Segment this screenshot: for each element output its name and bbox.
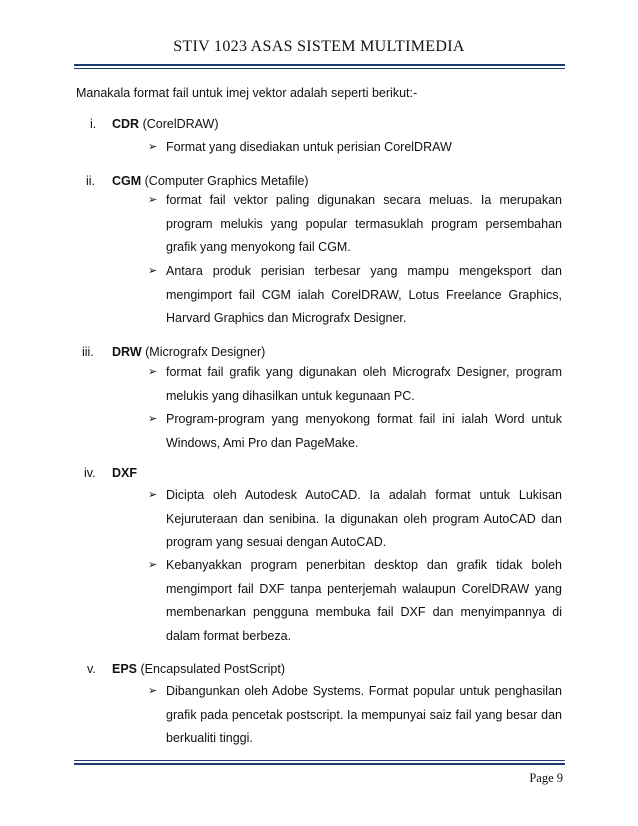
page-number: Page 9 [529,771,563,785]
section-desc: (Micrografx Designer) [141,345,266,359]
list-item: ➢ format fail vektor paling digunakan secara meluas. Ia merupakan program melukis yang popular termasuklah program persembahan grafik yang menyokong fail CGM. [148,189,562,260]
arrow-bullet-icon: ➢ [148,194,158,206]
page-header: STIV 1023 ASAS SISTEM MULTIMEDIA [173,38,465,55]
list-item: ➢ Kebanyakkan program penerbitan desktop dan grafik tidak boleh mengimport fail DXF tanpa penterjemah walaupun CorelDRAW yang membenarkan pengguna membuka fail DXF dan menyimpannya di dalam format berbeza. [148,554,562,648]
section-desc: (Encapsulated PostScript) [137,662,286,676]
arrow-bullet-icon: ➢ [148,685,158,697]
section-desc: (Computer Graphics Metafile) [141,174,309,188]
list-item: ➢ Antara produk perisian terbesar yang mampu mengeksport dan mengimport fail CGM ialah CorelDRAW, Lotus Freelance Graphics, Harvard Graphics dan Micrografx Designer. [148,260,562,331]
section-number: ii. [86,174,96,188]
header-rule-thin [74,68,565,69]
list-item: ➢ format fail grafik yang digunakan oleh Micrografx Designer, program melukis yang dihasilkan untuk kegunaan PC. [148,361,562,408]
section-number: i. [90,117,97,131]
arrow-bullet-icon: ➢ [148,559,158,571]
section-code: DXF [112,466,137,480]
list-item: ➢ Program-program yang menyokong format fail ini ialah Word untuk Windows, Ami Pro dan PageMake. [148,408,562,455]
section-code: CDR [112,117,140,131]
list-item: ➢ Dicipta oleh Autodesk AutoCAD. Ia adalah format untuk Lukisan Kejuruteraan dan senibina. Ia digunakan oleh program AutoCAD dan program yang sesuai dengan AutoCAD. [148,484,562,555]
list-item: ➢ Dibangunkan oleh Adobe Systems. Format popular untuk penghasilan grafik pada pencetak postscript. Ia mempunyai saiz fail yang besar dan berkualiti tinggi. [148,680,562,751]
list-item: ➢ Format yang disediakan untuk perisian CorelDRAW [148,136,562,160]
footer-rule-thick [74,763,565,765]
section-number: iii. [82,345,94,359]
arrow-bullet-icon: ➢ [148,141,158,153]
section-desc: (CorelDRAW) [139,117,219,131]
section-number: v. [87,662,96,676]
header-rule-thick [74,64,565,66]
section-number: iv. [84,466,96,480]
arrow-bullet-icon: ➢ [148,489,158,501]
footer-rule-thin [74,760,565,761]
arrow-bullet-icon: ➢ [148,413,158,425]
arrow-bullet-icon: ➢ [148,366,158,378]
section-code: CGM [112,174,142,188]
intro-paragraph: Manakala format fail untuk imej vektor adalah seperti berikut:- [76,86,418,100]
arrow-bullet-icon: ➢ [148,265,158,277]
section-code: DRW [112,345,142,359]
section-code: EPS [112,662,138,676]
